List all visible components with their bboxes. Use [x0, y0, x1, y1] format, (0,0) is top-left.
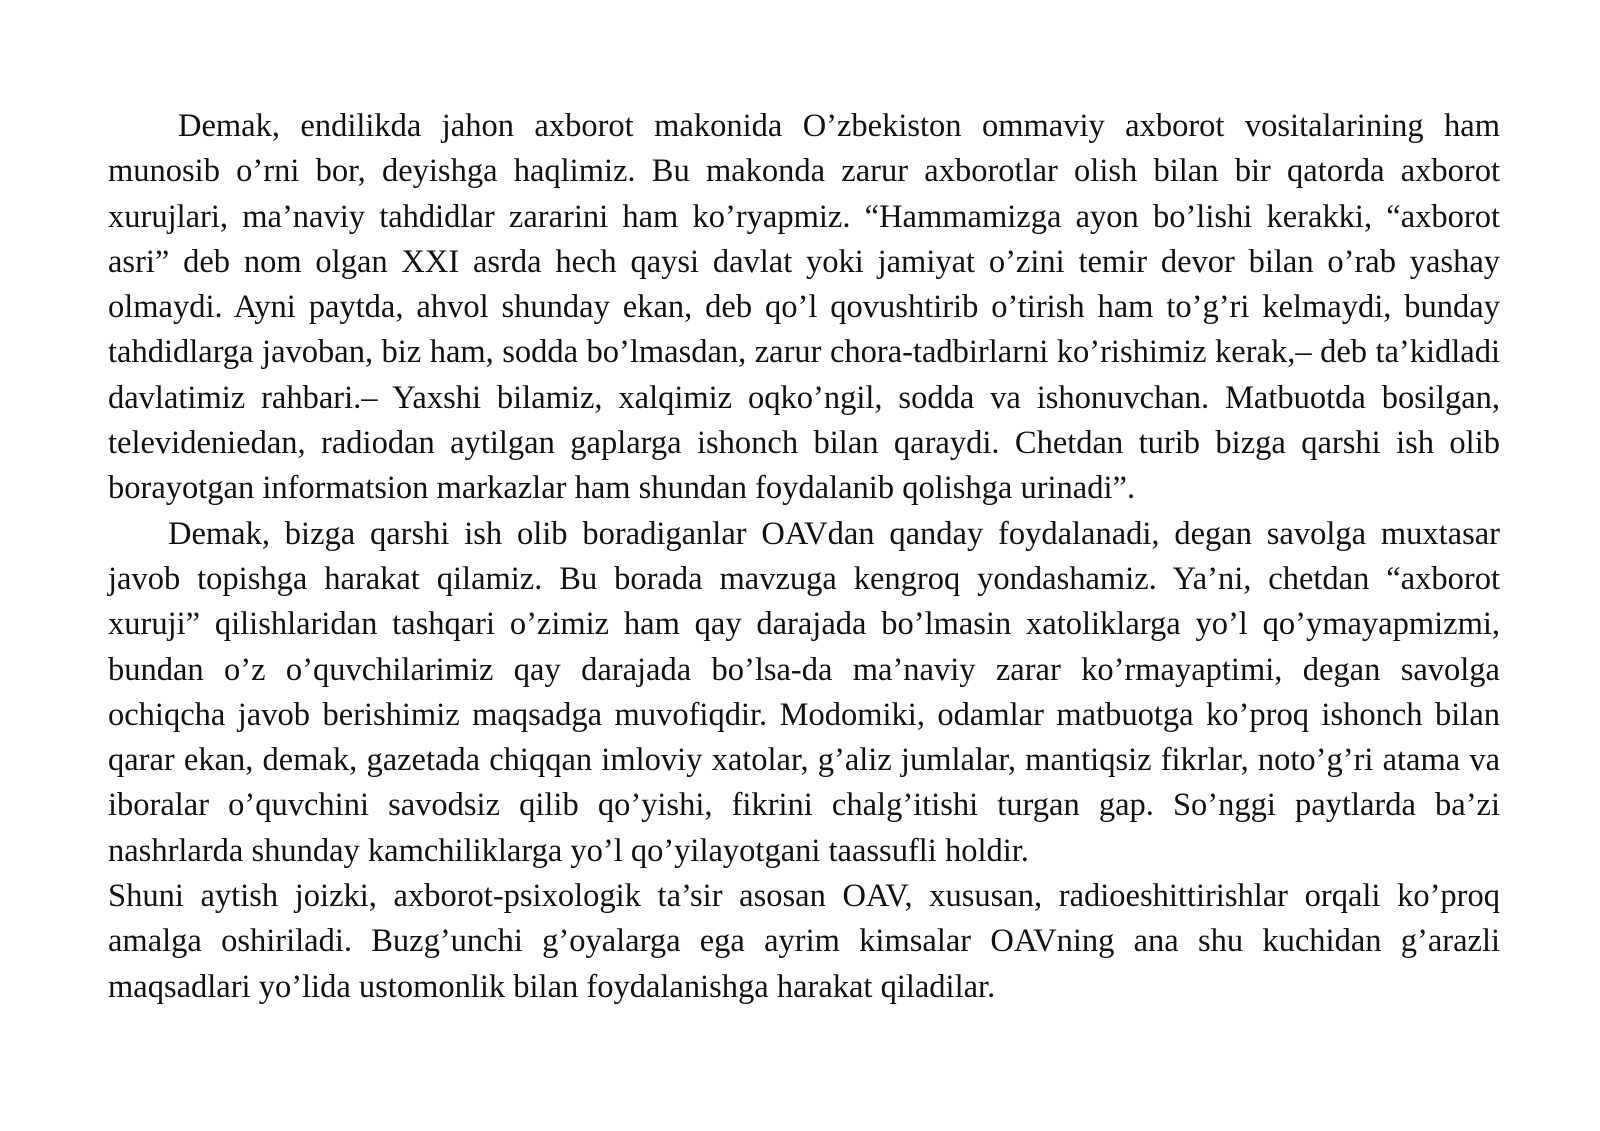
paragraph-3: Shuni aytish joizki, axborot-psixologik ta’sir asosan OAV, xususan, radioeshittirishlar orqali ko’proq amalga oshiriladi. Buzg’unchi g’oyalarga ega ayrim kimsalar OAVning ana shu kuchidan g’arazli maqsadlari yo’lida ustomonlik bilan foydalanishga harakat qiladilar. [108, 878, 1500, 1005]
paragraph-2: Demak, bizga qarshi ish olib boradiganlar OAVdan qanday foydalanadi, degan savolga muxtasar javob topishga harakat qilamiz. Bu borada mavzuga kengroq yondashamiz. Ya’ni, chetdan “axborot xuruji” qilishlaridan tashqari o’zimiz ham qay darajada bo’lmasin xatoliklarga yo’l qo’ymayapmizmi, bundan o’z o’quvchilarimiz qay darajada bo’lsa-da ma’naviy zarar ko’rmayaptimi, degan savolga ochiqcha javob berishimiz maqsadga muvofiqdir. Modomiki, odamlar matbuotga ko’proq ishonch bilan qarar ekan, demak, gazetada chiqqan imloviy xatolar, g’aliz jumlalar, mantiqsiz fikrlar, noto’g’ri atama va iboralar o’quvchini savodsiz qilib qo’yishi, fikrini chalg’itishi turgan gap. So’nggi paytlarda ba’zi nashrlarda shunday kamchiliklarga yo’l qo’yilayotgani taassufli holdir. [108, 515, 1500, 869]
paragraph-1: Demak, endilikda jahon axborot makonida O’zbekiston ommaviy axborot vositalarining ham munosib o’rni bor, deyishga haqlimiz. Bu makonda zarur axborotlar olish bilan bir qatorda axborot xurujlari, ma’naviy tahdidlar zararini ham ko’ryapmiz. “Hammamizga ayon bo’lishi kerakki, “axborot asri” deb nom olgan XXI asrda hech qaysi davlat yoki jamiyat o’zini temir devor bilan o’rab yashay olmaydi. Ayni paytda, ahvol shunday ekan, deb qo’l qovushtirib o’tirish ham to’g’ri kelmaydi, bunday tahdidlarga javoban, biz ham, sodda bo’lmasdan, zarur chora-tadbirlarni ko’rishimiz kerak,– deb ta’kidladi davlatimiz rahbari.– Yaxshi bilamiz, xalqimiz oqko’ngil, sodda va ishonuvchan. Matbuotda bosilgan, televideniedan, radiodan aytilgan gaplarga ishonch bilan qaraydi. Chetdan turib bizga qarshi ish olib borayotgan informatsion markazlar ham shundan foydalanib qolishga urinadi”. [108, 108, 1500, 507]
document-page [108, 104, 1500, 1010]
